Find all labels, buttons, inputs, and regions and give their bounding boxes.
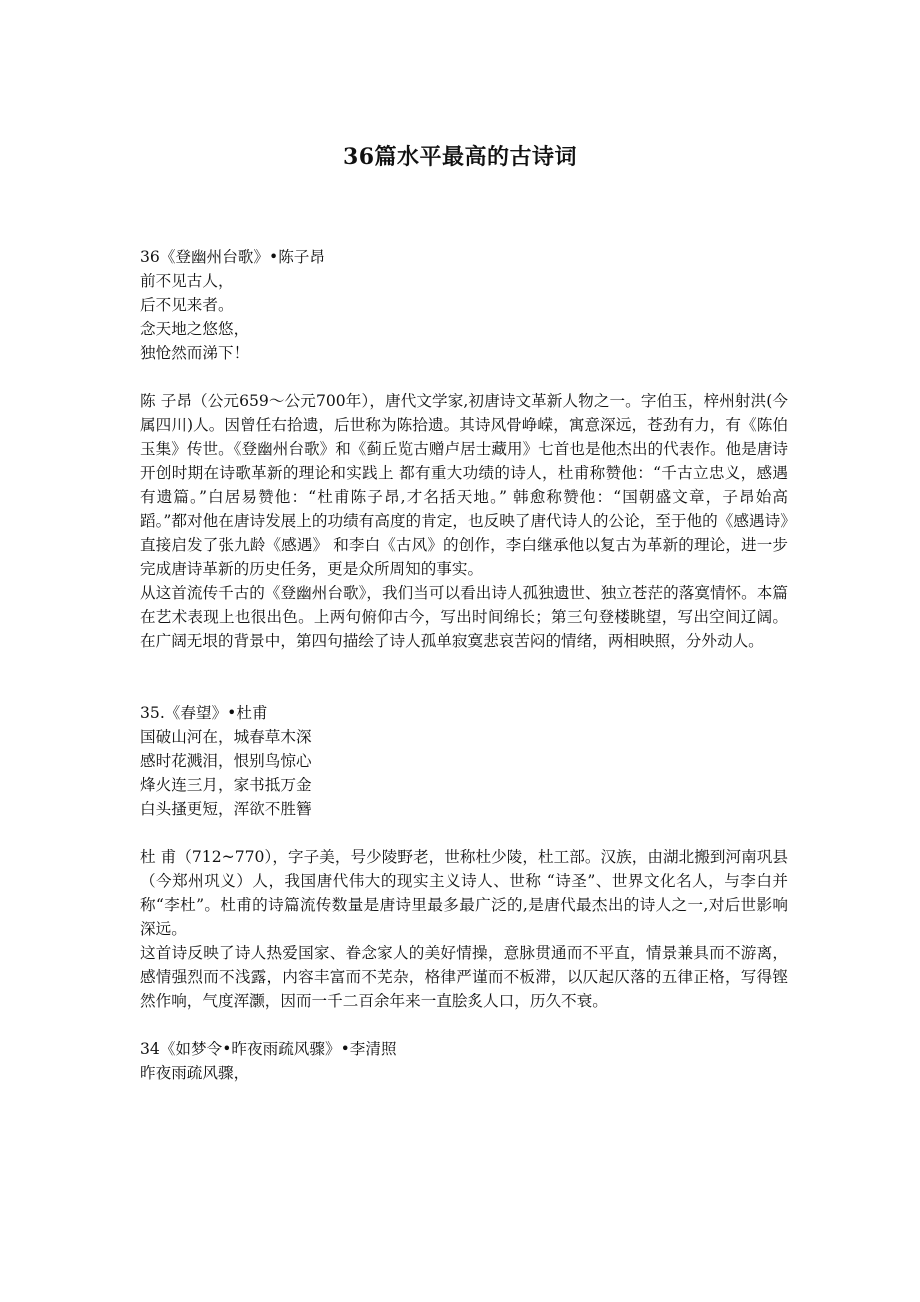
- poem-line: 烽火连三月，家书抵万金: [140, 776, 312, 794]
- poem-line: 昨夜雨疏风骤，: [140, 1064, 250, 1082]
- poem-heading: 35.《春望》•杜甫: [140, 704, 268, 722]
- commentary-paragraph: 这首诗反映了诗人热爱国家、眷念家人的美好情操，意脉贯通而不平直，情景兼具而不游离，感情强烈而不浅露，内容丰富而不芜杂，格律严谨而不板滞，以仄起仄落的五律正格，写得铿然作响，气度浑灏，因而一千二百余年来一直脍炙人口，历久不衰。: [140, 944, 788, 1010]
- poem-line: 独怆然而涕下！: [140, 344, 250, 362]
- poem-section: [140, 1037, 788, 1085]
- poem-line: 前不见古人，: [140, 272, 234, 290]
- document-title: 36篇水平最高的古诗词: [342, 144, 578, 170]
- commentary-paragraph: 杜 甫（712~770），字子美，号少陵野老，世称杜少陵，杜工部。汉族，由湖北搬到河南巩县（今郑州巩义）人，我国唐代伟大的现实主义诗人、世称 “诗圣”、世界文化名人，与李白并称“李杜”。杜甫的诗篇流传数量是唐诗里最多最广泛的,是唐代最杰出的诗人之一,对后世影响深远。: [140, 848, 788, 938]
- poem-heading: 36《登幽州台歌》•陈子昂: [140, 248, 325, 266]
- commentary-paragraph: 陈 子昂（公元659～公元700年），唐代文学家,初唐诗文革新人物之一。字伯玉，梓州射洪(今属四川)人。因曾任右拾遗，后世称为陈拾遗。其诗风骨峥嵘，寓意深远，苍劲有力，有《陈伯玉集》传世。《登幽州台歌》和《蓟丘览古赠卢居士藏用》七首也是他杰出的代表作。他是唐诗开创时期在诗歌革新的理论和实践上 都有重大功绩的诗人，杜甫称赞他：“千古立忠义，感遇有遗篇。”白居易赞他：“杜甫陈子昂,才名括天地。” 韩愈称赞他：“国朝盛文章，子昂始高蹈。”都对他在唐诗发展上的功绩有高度的肯定，也反映了唐代诗人的公论，至于他的《感遇诗》直接启发了张九龄《感遇》 和李白《古风》的创作，李白继承他以复古为革新的理论，进一步完成唐诗革新的历史任务，更是众所周知的事实。: [140, 392, 788, 578]
- poem-line: 白头搔更短，浑欲不胜簪: [140, 800, 312, 818]
- poem-section: [140, 701, 788, 1013]
- poem-heading: 34《如梦令•昨夜雨疏风骤》•李清照: [140, 1040, 397, 1058]
- poem-line: 念天地之悠悠，: [140, 320, 250, 338]
- poem-line: 后不见来者。: [140, 296, 234, 314]
- poem-line: 感时花溅泪，恨别鸟惊心: [140, 752, 312, 770]
- document-body: [140, 245, 788, 1085]
- commentary-paragraph: 从这首流传千古的《登幽州台歌》，我们当可以看出诗人孤独遗世、独立苍茫的落寞情怀。本篇在艺术表现上也很出色。上两句俯仰古今，写出时间绵长；第三句登楼眺望，写出空间辽阔。在广阔无垠的背景中，第四句描绘了诗人孤单寂寞悲哀苦闷的情绪，两相映照，分外动人。: [140, 584, 788, 650]
- poem-section: [140, 245, 788, 653]
- poem-line: 国破山河在，城春草木深: [140, 728, 312, 746]
